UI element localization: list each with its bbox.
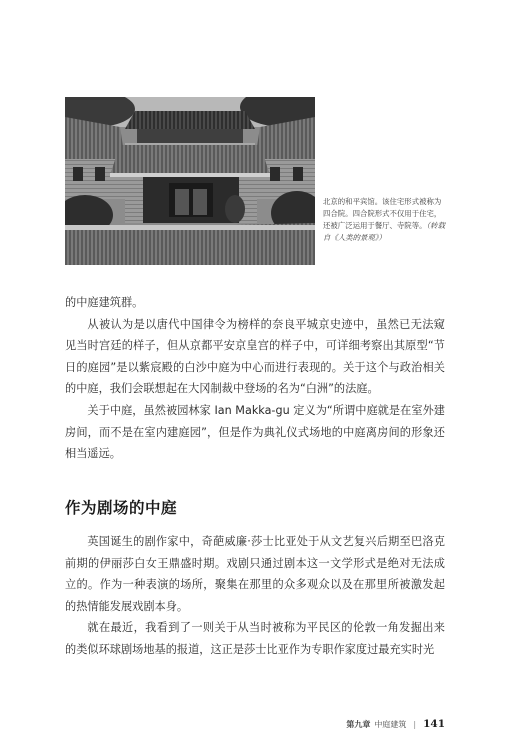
photo-caption xyxy=(323,196,445,244)
paragraph: 的中庭建筑群。 xyxy=(65,296,144,309)
body-text-top xyxy=(65,292,445,465)
paragraph: 从被认为是以唐代中国律令为榜样的奈良平城京史迹中，虽然已无法窥见当时宫廷的样子，但从京都平安京皇宫的样子中，可详细考察出其原型“节日的庭园”是以紫宸殿的白沙中庭为中心而进行表现的。关于这个与政治相关的中庭，我们会联想起在大冈制裁中登场的名为“白洲”的法庭。 xyxy=(65,317,445,396)
paragraph: 就在最近，我看到了一则关于从当时被称为平民区的伦敦一角发掘出来的类似环球剧场地基的报道，这正是莎士比亚作为专职作家度过最充实时光 xyxy=(65,621,445,656)
footer-separator: | xyxy=(413,719,417,729)
footer-chapter-title: 中庭建筑 xyxy=(374,719,407,729)
footer-chapter: 第九章 xyxy=(346,719,371,729)
body-text-bottom xyxy=(65,531,445,661)
paragraph: 英国诞生的剧作家中，奇葩威廉·莎士比亚处于从文艺复兴后期至巴洛克前期的伊丽莎白女王鼎盛时期。戏剧只通过剧本这一文学形式是绝对无法成立的。作为一种表演的场所，聚集在那里的众多观众以及在那里所被激发起的热情能发展戏剧本身。 xyxy=(65,535,445,613)
courtyard-photo xyxy=(65,97,315,265)
caption-source: （转载自《人类的景观》） xyxy=(323,221,445,242)
section-title: 作为剧场的中庭 xyxy=(65,499,178,517)
paragraph: 关于中庭，虽然被园林家 Ian Makka-gu 定义为“所谓中庭就是在室外建房间，而不是在室内建庭园”，但是作为典礼仪式场地的中庭离房间的形象还相当遥远。 xyxy=(65,403,445,461)
caption-text: 北京的和平宾馆。该住宅形式被称为四合院。四合院形式不仅用于住宅，还被广泛运用于餐厅、寺院等。 xyxy=(323,197,442,230)
page-number: 141 xyxy=(423,718,445,730)
page-footer xyxy=(346,718,445,730)
